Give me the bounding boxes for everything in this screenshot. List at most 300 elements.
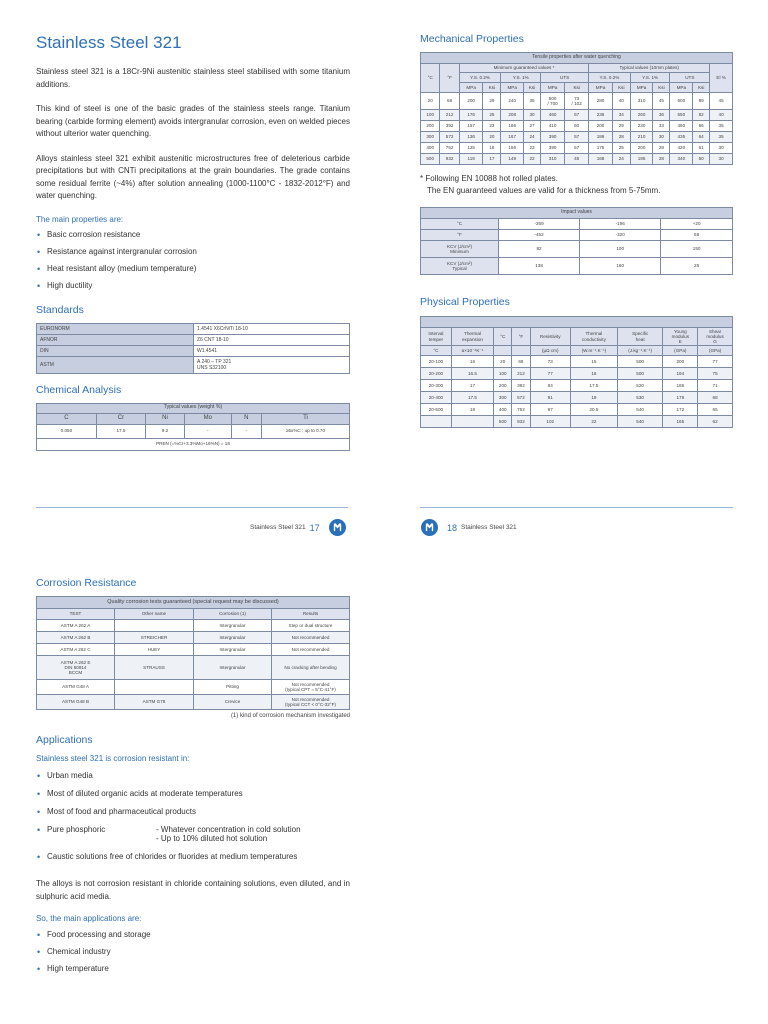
table-cell: Crevice bbox=[194, 695, 272, 710]
table-cell: No cracking after bending bbox=[272, 656, 350, 680]
table-cell: ≥5x%C ; up to 0.70 bbox=[262, 424, 350, 438]
table-row bbox=[421, 368, 733, 380]
chemical-table bbox=[36, 403, 350, 451]
table-cell: 65 bbox=[698, 404, 733, 416]
table-row bbox=[421, 392, 733, 404]
table-cell: - bbox=[184, 424, 231, 438]
table-cell: 176 bbox=[459, 110, 483, 121]
table-cell: 33 bbox=[653, 121, 670, 132]
table-cell: 435 bbox=[670, 132, 693, 143]
table-cell: Shear modulus G bbox=[698, 328, 733, 346]
table-cell: 179 bbox=[663, 392, 698, 404]
table-cell: Pitting bbox=[194, 680, 272, 695]
table-caption: Quality corrosion tests guaranteed (special request may be discussed) bbox=[37, 597, 350, 609]
table-cell: STREICHER bbox=[115, 632, 194, 644]
main-properties-heading: The main properties are: bbox=[36, 214, 124, 224]
table-cell: 500 bbox=[421, 154, 440, 165]
table-cell: 300 bbox=[421, 132, 440, 143]
table-cell: 150 bbox=[661, 241, 733, 258]
table-cell: 82 bbox=[693, 110, 710, 121]
list-item: • Most of food and pharmaceutical products bbox=[36, 807, 350, 816]
table-cell: 136 bbox=[459, 132, 483, 143]
table-cell: 165 bbox=[663, 416, 698, 428]
table-cell: ASTM G48 A bbox=[37, 680, 115, 695]
table-cell: 300 bbox=[494, 392, 512, 404]
page-number: 17 bbox=[309, 522, 320, 533]
column-header: Cr bbox=[96, 413, 145, 424]
table-cell: 236 bbox=[589, 110, 613, 121]
table-cell: 24 bbox=[612, 154, 630, 165]
table-cell: 18 bbox=[451, 404, 493, 416]
table-cell bbox=[451, 416, 493, 428]
table-cell: 200 bbox=[421, 121, 440, 132]
column-header: Results bbox=[272, 609, 350, 620]
table-cell: 540 bbox=[617, 404, 663, 416]
table-cell: (GPa) bbox=[698, 346, 733, 356]
table-cell: 0.050 bbox=[37, 424, 97, 438]
table-cell: 20-300 bbox=[421, 380, 452, 392]
table-cell: -452 bbox=[499, 230, 580, 241]
table-cell: 208 bbox=[501, 110, 524, 121]
table-row bbox=[37, 680, 350, 695]
table-cell: 20.5 bbox=[570, 404, 617, 416]
table-cell: 17 bbox=[451, 380, 493, 392]
table-row bbox=[37, 323, 350, 334]
table-cell: 68 bbox=[440, 93, 459, 110]
unit-header: Ksi bbox=[565, 83, 589, 93]
unit-header: MPa bbox=[501, 83, 524, 93]
page-title: Stainless Steel 321 bbox=[36, 33, 182, 52]
unit-header: Ksi bbox=[524, 83, 541, 93]
table-caption: Typical values (weight %) bbox=[37, 403, 350, 413]
column-header: Y.S. 0.2% bbox=[459, 73, 501, 83]
table-cell: 420 bbox=[670, 143, 693, 154]
table-row bbox=[421, 83, 733, 93]
table-cell: Not recommended (typical CPT = 5°C-41°F) bbox=[272, 680, 350, 695]
table-row bbox=[421, 230, 733, 241]
table-cell: 752 bbox=[440, 143, 459, 154]
list-item: • High ductility bbox=[36, 281, 350, 290]
table-cell: 19 bbox=[570, 392, 617, 404]
table-cell: 200 bbox=[630, 143, 653, 154]
physical-properties-heading: Physical Properties bbox=[420, 296, 510, 308]
column-header: N bbox=[231, 413, 261, 424]
table-cell: 390 bbox=[541, 143, 565, 154]
table-cell: (W.m⁻¹.K⁻¹) bbox=[570, 346, 617, 356]
table-cell: Interval temper bbox=[421, 328, 452, 346]
physical-table-body bbox=[421, 356, 733, 428]
table-cell: 45 bbox=[710, 93, 733, 110]
table-cell: 210 bbox=[630, 132, 653, 143]
table-cell: 45 bbox=[565, 154, 589, 165]
table-row bbox=[37, 644, 350, 656]
table-cell: 16.5 bbox=[451, 368, 493, 380]
table-cell: 186 bbox=[663, 380, 698, 392]
table-cell: 17.5 bbox=[96, 424, 145, 438]
unit-header: Ksi bbox=[693, 83, 710, 93]
table-cell: 73 bbox=[530, 356, 570, 368]
unit-header: MPa bbox=[459, 83, 483, 93]
table-cell: 30 bbox=[710, 154, 733, 165]
table-cell: 500 bbox=[617, 368, 663, 380]
table-row bbox=[421, 73, 733, 83]
table-cell: 20-400 bbox=[421, 392, 452, 404]
table-cell: °C bbox=[421, 219, 499, 230]
table-row bbox=[421, 317, 733, 328]
table-cell: 172 bbox=[663, 404, 698, 416]
table-cell: 160 bbox=[580, 258, 661, 275]
column-header: Ni bbox=[146, 413, 185, 424]
standard-name: DIN bbox=[37, 345, 194, 356]
table-cell: 572 bbox=[512, 392, 530, 404]
applications-intro: Stainless steel 321 is corrosion resistant in: bbox=[36, 754, 190, 763]
table-cell: - bbox=[231, 424, 261, 438]
table-cell: 22 bbox=[524, 154, 541, 165]
table-cell bbox=[421, 416, 452, 428]
bottom-column bbox=[36, 577, 350, 973]
table-cell: 89 bbox=[693, 93, 710, 110]
table-cell: 20-500 bbox=[421, 404, 452, 416]
table-cell: 57 bbox=[565, 132, 589, 143]
table-cell: 25 bbox=[612, 143, 630, 154]
table-cell: 390 bbox=[541, 132, 565, 143]
table-cell: 28 bbox=[612, 132, 630, 143]
table-cell: 29 bbox=[612, 121, 630, 132]
table-cell: (J.kg⁻¹.K⁻¹) bbox=[617, 346, 663, 356]
table-cell: 28 bbox=[653, 154, 670, 165]
table-row bbox=[37, 403, 350, 413]
table-cell: 194 bbox=[663, 368, 698, 380]
description-paragraph: This kind of steel is one of the basic grades of the stainless steels range. Titanium bearing (carbide forming element) avoids intergranular corrosion, even on welded pieces without ulterior water quenching. bbox=[36, 104, 350, 138]
page-footer-17 bbox=[250, 519, 346, 536]
list-item: • Caustic solutions free of chlorides or fluorides at medium temperatures bbox=[36, 852, 350, 861]
table-cell: 16 bbox=[570, 368, 617, 380]
table-cell: 20 bbox=[421, 93, 440, 110]
table-cell: °C bbox=[421, 346, 452, 356]
table-cell: 18 bbox=[483, 143, 501, 154]
table-cell: 27 bbox=[524, 121, 541, 132]
mechanical-properties-heading: Mechanical Properties bbox=[420, 33, 524, 45]
properties-list bbox=[36, 230, 350, 290]
column-header: C bbox=[37, 413, 97, 424]
table-cell: 100 bbox=[580, 241, 661, 258]
table-cell: ASTM A 262 C bbox=[37, 644, 115, 656]
intro-paragraph: Stainless steel 321 is a 18Cr-9Ni austenitic stainless steel stabilised with some titanium additions. bbox=[36, 67, 350, 89]
column-header: Y.S. 1% bbox=[501, 73, 541, 83]
table-row bbox=[37, 413, 350, 424]
phosphoric-label: • Pure phosphoric bbox=[47, 825, 106, 834]
left-column bbox=[36, 33, 350, 451]
table-cell: 125 bbox=[459, 143, 483, 154]
table-cell: 168 bbox=[589, 154, 613, 165]
table-row bbox=[421, 110, 733, 121]
table-cell: 550 bbox=[670, 110, 693, 121]
table-cell: 16 bbox=[451, 356, 493, 368]
unit-header: MPa bbox=[589, 83, 613, 93]
standards-table bbox=[36, 323, 350, 374]
phosphoric-detail-2: - Up to 10% diluted hot solution bbox=[156, 834, 268, 843]
table-cell: 156 bbox=[501, 143, 524, 154]
table-cell: °F bbox=[512, 328, 530, 346]
table-cell: Intergranular bbox=[194, 620, 272, 632]
table-cell: 20-100 bbox=[421, 356, 452, 368]
table-row bbox=[421, 208, 733, 219]
table-cell: 35 bbox=[524, 93, 541, 110]
table-cell: 68 bbox=[512, 356, 530, 368]
table-cell: 66 bbox=[693, 121, 710, 132]
table-cell: 752 bbox=[512, 404, 530, 416]
list-item: • Chemical industry bbox=[36, 947, 350, 956]
table-cell: 50 bbox=[693, 154, 710, 165]
applications-paragraph: The alloys is not corrosion resistant in chloride containing solutions, even diluted, and in sulphuric acid media. bbox=[36, 879, 350, 901]
corrosion-table bbox=[36, 596, 350, 710]
table-cell: (μΩ cm) bbox=[530, 346, 570, 356]
table-cell: 67 bbox=[565, 110, 589, 121]
table-cell: (GPa) bbox=[663, 346, 698, 356]
table-cell: 17.5 bbox=[570, 380, 617, 392]
table-cell: Not recommended bbox=[272, 632, 350, 644]
company-logo-icon bbox=[329, 519, 346, 536]
table-cell: ASTM G48 B bbox=[37, 695, 115, 710]
table-cell: 91 bbox=[530, 392, 570, 404]
table-cell: STRAUSS bbox=[115, 656, 194, 680]
table-caption-blank bbox=[421, 317, 733, 328]
table-cell: 157 bbox=[459, 121, 483, 132]
table-cell: 64 bbox=[693, 132, 710, 143]
table-cell: 15 bbox=[570, 356, 617, 368]
chemical-analysis-heading: Chemical Analysis bbox=[36, 383, 122, 396]
table-cell: 29 bbox=[653, 143, 670, 154]
corrosion-heading: Corrosion Resistance bbox=[36, 577, 137, 589]
table-cell: 17 bbox=[483, 154, 501, 165]
table-cell: 23 bbox=[524, 143, 541, 154]
table-cell: KCV (J/cm²) Minimum bbox=[421, 241, 499, 258]
table-row bbox=[37, 656, 350, 680]
table-cell: 25 bbox=[661, 258, 733, 275]
table-cell: 22 bbox=[570, 416, 617, 428]
table-cell: 500 bbox=[494, 416, 512, 428]
impact-table bbox=[420, 207, 733, 275]
table-cell: 400 bbox=[421, 143, 440, 154]
table-cell bbox=[512, 346, 530, 356]
table-cell: 57 bbox=[565, 143, 589, 154]
table-cell: 175 bbox=[589, 143, 613, 154]
table-cell: 34 bbox=[612, 110, 630, 121]
table-caption: Impact values bbox=[421, 208, 733, 219]
list-item: • Resistance against intergranular corrosion bbox=[36, 247, 350, 256]
table-row bbox=[37, 609, 350, 620]
page-number: 18 bbox=[447, 522, 458, 533]
table-cell: Young modulus E bbox=[663, 328, 698, 346]
column-header: Mo bbox=[184, 413, 231, 424]
table-cell: Thermal expansion bbox=[451, 328, 493, 346]
table-cell: +20 bbox=[661, 219, 733, 230]
table-cell: 500 / 700 bbox=[541, 93, 565, 110]
table-row bbox=[421, 219, 733, 230]
table-row bbox=[421, 143, 733, 154]
table-row bbox=[421, 258, 733, 275]
table-row bbox=[421, 416, 733, 428]
table-cell: 149 bbox=[501, 154, 524, 165]
table-cell: HUEY bbox=[115, 644, 194, 656]
table-cell: 392 bbox=[512, 380, 530, 392]
standard-value: W1.4541 bbox=[194, 345, 350, 356]
page-footer-18 bbox=[421, 519, 517, 536]
table-cell: 35 bbox=[710, 132, 733, 143]
column-header: Corrosion (1) bbox=[194, 609, 272, 620]
table-cell: 61 bbox=[693, 143, 710, 154]
unit-header: Ksi bbox=[612, 83, 630, 93]
table-row bbox=[37, 620, 350, 632]
table-cell: α×10⁻⁶K⁻¹ bbox=[451, 346, 493, 356]
column-group-header: Typical values (10mm plates) bbox=[589, 64, 710, 73]
table-cell: 400 bbox=[494, 404, 512, 416]
applications-list bbox=[36, 771, 350, 861]
list-item: • Food processing and storage bbox=[36, 930, 350, 939]
table-cell: 260 bbox=[630, 110, 653, 121]
table-cell: 102 bbox=[530, 416, 570, 428]
table-cell: 460 bbox=[541, 110, 565, 121]
table-cell: Intergranular bbox=[194, 632, 272, 644]
table-cell: 200 bbox=[459, 93, 483, 110]
column-header: UTS bbox=[541, 73, 589, 83]
divider bbox=[36, 507, 348, 508]
column-header: UTS bbox=[670, 73, 710, 83]
table-cell: 82 bbox=[499, 241, 580, 258]
table-row bbox=[421, 93, 733, 110]
company-logo-icon bbox=[421, 519, 438, 536]
table-row bbox=[421, 346, 733, 356]
table-cell: 230 bbox=[630, 121, 653, 132]
table-cell: 572 bbox=[440, 132, 459, 143]
column-header: Y.S. 1% bbox=[630, 73, 670, 83]
table-cell: 97 bbox=[530, 404, 570, 416]
table-cell: 119 bbox=[459, 154, 483, 165]
table-cell: 75 bbox=[698, 368, 733, 380]
standard-value: Z6 CNT 18-10 bbox=[194, 334, 350, 345]
pren-cell: PREN (=%Cr+3.3%Mo+16%N) = 18 bbox=[37, 438, 350, 450]
table-cell: Intergranular bbox=[194, 656, 272, 680]
table-cell: 186 bbox=[501, 121, 524, 132]
table-cell: 138 bbox=[499, 258, 580, 275]
main-applications-heading: So, the main applications are: bbox=[36, 914, 142, 923]
table-cell: 20-200 bbox=[421, 368, 452, 380]
list-item: • High temperature bbox=[36, 964, 350, 973]
table-cell: 60 bbox=[565, 121, 589, 132]
table-cell: 200 bbox=[589, 121, 613, 132]
table-cell: 29 bbox=[483, 93, 501, 110]
column-header: TEST bbox=[37, 609, 115, 620]
table-cell: 520 bbox=[617, 380, 663, 392]
physical-table bbox=[420, 316, 733, 428]
unit-header: Ksi bbox=[653, 83, 670, 93]
column-group-header: Minimum guaranteed values * bbox=[459, 64, 588, 73]
table-row bbox=[37, 345, 350, 356]
table-cell: 40 bbox=[612, 93, 630, 110]
unit-header: MPa bbox=[630, 83, 653, 93]
table-row bbox=[421, 53, 733, 64]
column-header: °F bbox=[440, 64, 459, 93]
main-applications-list bbox=[36, 930, 350, 973]
table-cell: -269 bbox=[499, 219, 580, 230]
table-cell: 392 bbox=[440, 121, 459, 132]
mechanical-footnote: * Following EN 10088 hot rolled plates. bbox=[420, 174, 558, 183]
table-cell bbox=[115, 620, 194, 632]
table-row bbox=[37, 597, 350, 609]
table-cell: 20 bbox=[483, 132, 501, 143]
footer-title: Stainless Steel 321 bbox=[250, 524, 306, 531]
table-row bbox=[37, 632, 350, 644]
table-cell: 500 bbox=[617, 356, 663, 368]
table-row bbox=[37, 334, 350, 345]
standard-value: A 240 – TP 321 UNS S32100 bbox=[194, 356, 350, 373]
column-header: °C bbox=[421, 64, 440, 93]
table-cell: 195 bbox=[630, 154, 653, 165]
standard-name: AFNOR bbox=[37, 334, 194, 345]
table-cell: 30 bbox=[524, 110, 541, 121]
table-cell: 310 bbox=[541, 154, 565, 165]
table-cell: 45 bbox=[653, 93, 670, 110]
mechanical-table bbox=[420, 52, 733, 165]
table-cell: Specific heat bbox=[617, 328, 663, 346]
table-cell: 77 bbox=[530, 368, 570, 380]
table-cell: 71 bbox=[698, 380, 733, 392]
table-cell: -196 bbox=[580, 219, 661, 230]
table-cell: 25 bbox=[483, 110, 501, 121]
table-cell: Not recommended bbox=[272, 644, 350, 656]
table-cell: 212 bbox=[440, 110, 459, 121]
table-cell: 100 bbox=[421, 110, 440, 121]
footer-title: Stainless Steel 321 bbox=[461, 524, 517, 531]
table-cell: KCV (J/cm²) Typical bbox=[421, 258, 499, 275]
table-cell: 84 bbox=[530, 380, 570, 392]
table-row bbox=[37, 424, 350, 438]
table-cell: 62 bbox=[698, 416, 733, 428]
table-row bbox=[37, 695, 350, 710]
table-cell: 167 bbox=[501, 132, 524, 143]
table-cell: 540 bbox=[617, 416, 663, 428]
list-item: • Basic corrosion resistance bbox=[36, 230, 350, 239]
table-cell: 24 bbox=[524, 132, 541, 143]
table-row bbox=[37, 438, 350, 450]
table-cell: 20 bbox=[494, 356, 512, 368]
column-header: Ti bbox=[262, 413, 350, 424]
table-cell: ASTM A 262 A bbox=[37, 620, 115, 632]
table-cell: Intergranular bbox=[194, 644, 272, 656]
list-item: • Most of diluted organic acids at moderate temperatures bbox=[36, 789, 350, 798]
table-cell: 23 bbox=[483, 121, 501, 132]
table-cell: ASTM A 262 B bbox=[37, 632, 115, 644]
list-item: • Heat resistant alloy (medium temperature) bbox=[36, 264, 350, 273]
impact-table-body bbox=[421, 219, 733, 275]
table-row bbox=[421, 64, 733, 73]
table-cell: °C bbox=[494, 328, 512, 346]
table-cell: ASTM G78 bbox=[115, 695, 194, 710]
table-cell: Step or dual structure bbox=[272, 620, 350, 632]
standard-value: 1.4541 X6CrNiTi 18-10 bbox=[194, 323, 350, 334]
table-cell: Thermal conductivity bbox=[570, 328, 617, 346]
table-cell: Resistivity bbox=[530, 328, 570, 346]
table-cell: 200 bbox=[494, 380, 512, 392]
table-cell: 17.5 bbox=[451, 392, 493, 404]
table-row bbox=[37, 356, 350, 373]
table-cell: 410 bbox=[541, 121, 565, 132]
phosphoric-detail-1: - Whatever concentration in cold solution bbox=[156, 825, 301, 834]
table-cell: 40 bbox=[710, 110, 733, 121]
unit-header: MPa bbox=[670, 83, 693, 93]
mechanical-table-body bbox=[421, 93, 733, 165]
table-cell bbox=[115, 680, 194, 695]
